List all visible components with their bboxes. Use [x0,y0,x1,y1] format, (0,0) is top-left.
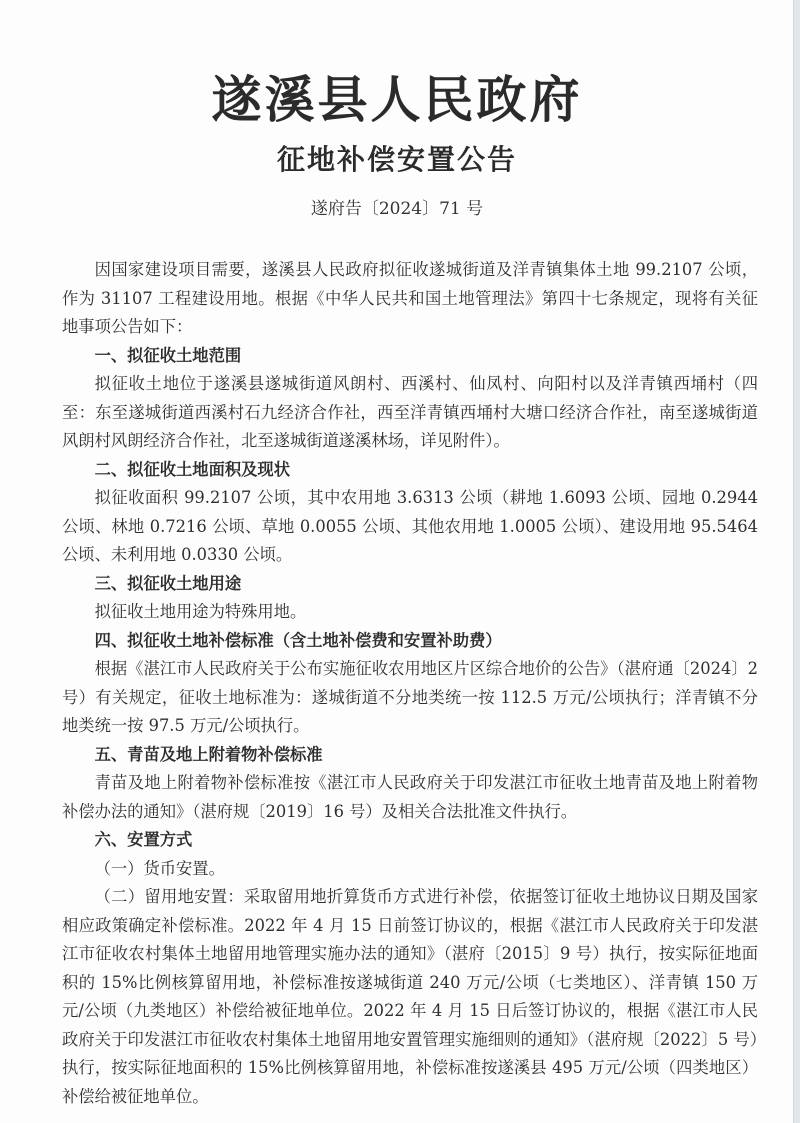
section-3-heading: 三、拟征收土地用途 [94,573,242,593]
section-2-paragraph: 拟征收面积 99.2107 公顷，其中农用地 3.6313 公顷（耕地 1.6093 公顷、园地 0.2944 公顷、林地 0.7216 公顷、草地 0.0055 公顷、其他农用地 1.0005 公顷）、建设用地 95.5464 公顷、未利用地 0.0330 公顷。 [62,488,758,564]
section-3-paragraph: 拟征收土地用途为特殊用地。 [94,602,307,621]
section-6-paragraph-2: （二）留用地安置：采取留用地折算货币方式进行补偿，依据签订征收土地协议日期及国家相应政策确定补偿标准。2022 年 4 月 15 日前签订协议的，根据《湛江市人民政府关于印发湛江市征收农村集体土地留用地管理实施办法的通知》（湛府〔2015〕9 号）执行，按实际征地面积的 15%比例核算留用地，补偿标准按遂城街道 240 万元/公顷（七类地区）、洋青镇 150 万元/公顷（九类地区）补偿给被征地单位。2022 年 4 月 15 日后签订协议的，根据《湛江市人民政府关于印发湛江市征收农村集体土地留用地安置管理实施细则的通知》（湛府规〔2022〕5 号）执行，按实际征地面积的 15%比例核算留用地，补偿标准按遂溪县 495 万元/公顷（四类地区）补偿给被征地单位。 [62,887,758,1106]
section-5-paragraph: 青苗及地上附着物补偿标准按《湛江市人民政府关于印发湛江市征收土地青苗及地上附着物补偿办法的通知》（湛府规〔2019〕16 号）及相关合法批准文件执行。 [62,773,758,821]
document-body [62,256,758,1111]
document-number: 遂府告〔2024〕71 号 [310,199,484,219]
issuing-organization: 遂溪县人民政府 [211,70,583,129]
section-1-heading: 一、拟征收土地范围 [94,345,242,365]
section-4-heading: 四、拟征收土地补偿标准（含土地补偿费和安置补助费） [94,630,502,650]
section-1-paragraph: 拟征收土地位于遂溪县遂城街道风朗村、西溪村、仙凤村、向阳村以及洋青镇西埇村（四至：东至遂城街道西溪村石九经济合作社，西至洋青镇西埇村大塘口经济合作社，南至遂城街道风朗村风朗经济合作社，北至遂城街道遂溪林场，详见附件）。 [62,374,758,450]
section-4-paragraph: 根据《湛江市人民政府关于公布实施征收农用地区片区综合地价的公告》（湛府通〔2024〕2 号）有关规定，征收土地标准为：遂城街道不分地类统一按 112.5 万元/公顷执行；洋青镇不分地类统一按 97.5 万元/公顷执行。 [62,659,758,735]
section-5-heading: 五、青苗及地上附着物补偿标准 [94,744,323,764]
section-6-paragraph-1: （一）货币安置。 [94,858,225,878]
section-6-heading: 六、安置方式 [94,830,193,849]
page-edge-scrollbar[interactable] [793,0,800,1123]
section-2-heading: 二、拟征收土地面积及现状 [94,459,290,479]
intro-paragraph: 因国家建设项目需要，遂溪县人民政府拟征收遂城街道及洋青镇集体土地 99.2107 公顷，作为 31107 工程建设用地。根据《中华人民共和国土地管理法》第四十七条规定，现将有关征地事项公告如下： [62,260,758,336]
document-title: 征地补偿安置公告 [276,143,517,176]
